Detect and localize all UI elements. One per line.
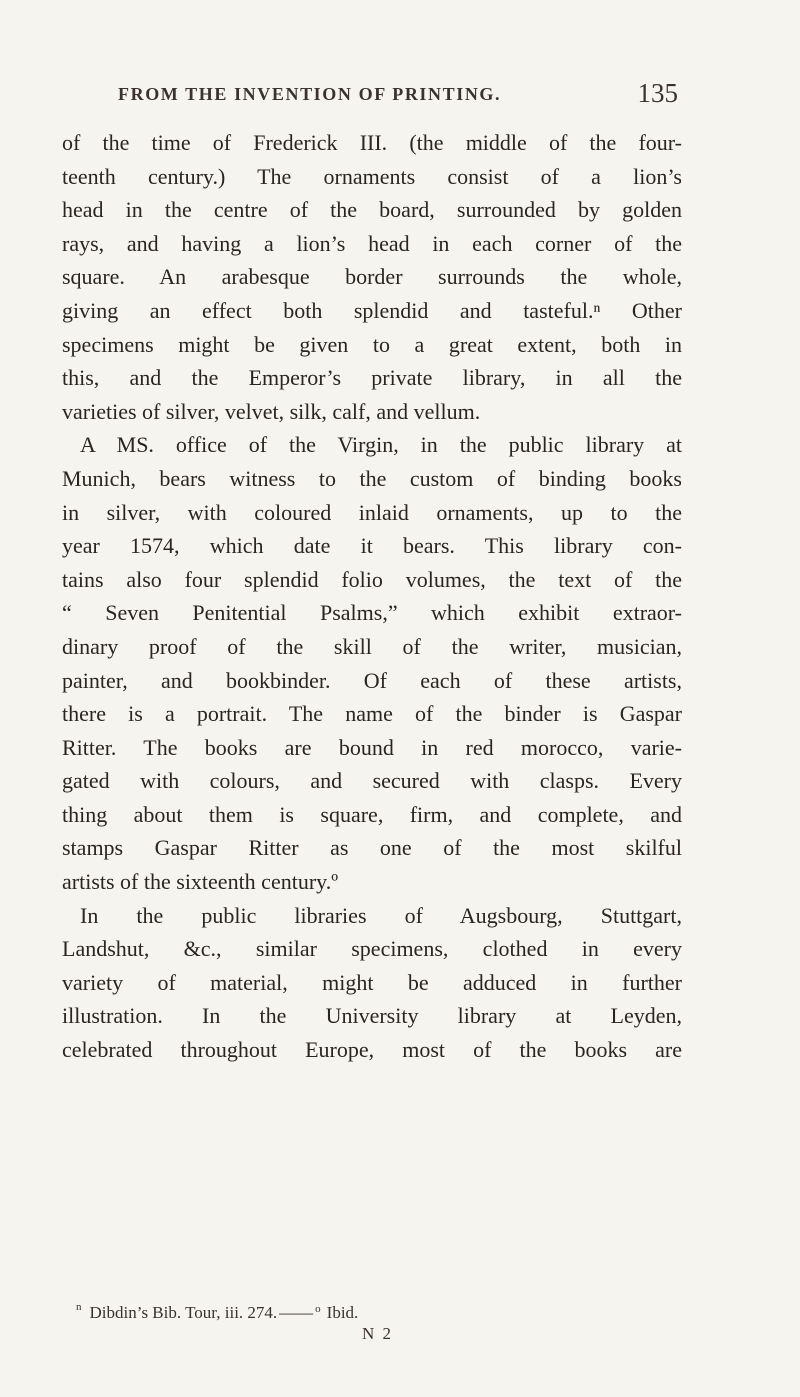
running-title: FROM THE INVENTION OF PRINTING. <box>118 84 502 104</box>
text-line: “ Seven Penitential Psalms,” which exhibit extraor- <box>62 600 682 626</box>
text-line: head in the centre of the board, surrounded by golden <box>62 197 682 223</box>
text-line: celebrated throughout Europe, most of the books are <box>62 1037 682 1063</box>
footnote-text: Ibid. <box>326 1303 359 1322</box>
text-line: painter, and bookbinder. Of each of these artists, <box>62 667 682 693</box>
text-line: In the public libraries of Augsbourg, Stuttgart, <box>80 902 682 928</box>
body-text <box>62 126 682 1067</box>
text-line: specimens might be given to a great extent, both in <box>62 331 682 357</box>
text-line: Ritter. The books are bound in red morocco, varie- <box>62 734 682 760</box>
running-head <box>118 78 678 114</box>
text-line: year 1574, which date it bears. This library con- <box>62 533 682 559</box>
text-line: teenth century.) The ornaments consist of a lion’s <box>62 163 682 189</box>
footnote-separator: —— <box>279 1303 314 1322</box>
text-line: there is a portrait. The name of the binder is Gaspar <box>62 701 682 727</box>
text-line: Landshut, &c., similar specimens, clothed in every <box>62 936 682 962</box>
text-line: stamps Gaspar Ritter as one of the most skilful <box>62 835 682 861</box>
footnote-marker: n <box>76 1301 82 1313</box>
signature-mark: N 2 <box>362 1324 394 1343</box>
footnote <box>76 1296 676 1324</box>
text-line: of the time of Frederick III. (the middle of the four- <box>62 130 682 155</box>
text-line: giving an effect both splendid and tasteful.ⁿ Other <box>62 297 682 323</box>
text-line: variety of material, might be adduced in further <box>62 969 682 995</box>
text-line: gated with colours, and secured with clasps. Every <box>62 768 682 794</box>
text-line: square. An arabesque border surrounds the whole, <box>62 264 682 290</box>
text-line: illustration. In the University library at Leyden, <box>62 1003 682 1029</box>
text-line: in silver, with coloured inlaid ornaments, up to the <box>62 499 682 525</box>
text-line: this, and the Emperor’s private library, in all the <box>62 365 682 391</box>
text-line: rays, and having a lion’s head in each corner of the <box>62 230 682 256</box>
page-number: 135 <box>637 78 678 108</box>
text-line: A MS. office of the Virgin, in the public library at <box>80 432 682 458</box>
footnote-marker: o <box>315 1303 321 1315</box>
text-line: tains also four splendid folio volumes, the text of the <box>62 566 682 592</box>
text-line: thing about them is square, firm, and complete, and <box>62 801 682 827</box>
text-line: varieties of silver, velvet, silk, calf, and vellum. <box>62 398 481 424</box>
text-line: artists of the sixteenth century.º <box>62 869 339 895</box>
footnote-text: Dibdin’s Bib. Tour, iii. 274. <box>89 1303 278 1322</box>
text-line: dinary proof of the skill of the writer, musician, <box>62 633 682 659</box>
text-line: Munich, bears witness to the custom of binding books <box>62 465 682 491</box>
